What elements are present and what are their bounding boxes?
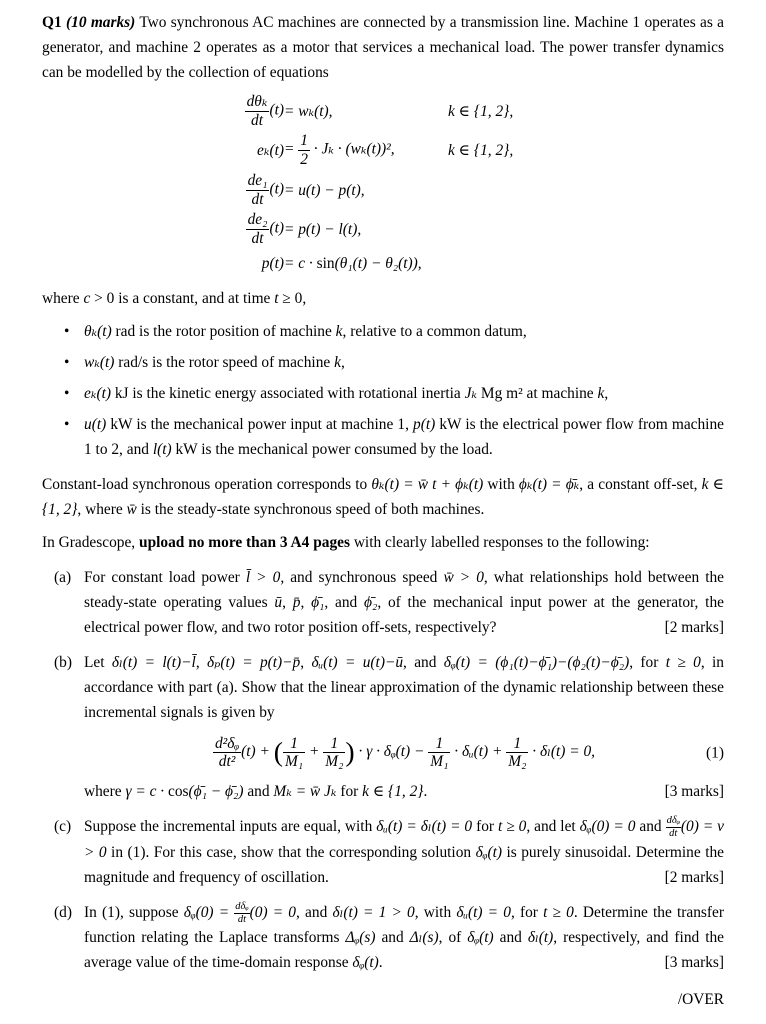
part-b-label: (b) [54,653,72,671]
fraction [666,815,681,839]
fraction-numerator: de₂ [247,211,268,229]
question-parts [42,565,724,975]
equation-row-power-flow [228,251,724,276]
text-segment: l(t) [152,440,172,458]
text-segment: = p(t) − l(t), [284,220,362,238]
text-segment: , respectively, and find the average value of the time-domain response [84,929,724,972]
equation-row-energy-2 [228,211,724,247]
text-segment: and [243,783,274,801]
bullet-icon: • [64,322,70,340]
text-segment: t [274,289,279,307]
part-b-outro-text [84,783,427,800]
text-segment: , with [414,903,457,921]
text-segment: where [42,289,84,307]
text-segment: and [375,929,410,947]
text-segment: ≥ 0, [278,289,307,307]
question-intro-paragraph [42,10,724,85]
text-segment: (θ₁(t) − θ₂(t)), [334,254,422,272]
text-segment: k ∈ {1, 2} [42,475,724,518]
text-segment: p(t) [413,415,436,433]
text-segment: (t) + [241,743,274,761]
part-b [42,650,724,804]
bullet-item-rotor-position [42,319,724,344]
text-segment: · γ · δᵩ(t) − [354,743,429,761]
text-segment: t ≥ 0 [497,818,527,836]
text-segment: in (1). For this case, show that the corresponding solution [106,843,476,861]
text-segment: · δᵤ(t) + [450,743,507,761]
fraction-denominator: 2 [300,151,308,169]
fraction-numerator: 1 [283,735,305,754]
text-segment: (0) = v > 0 [84,818,724,861]
big-delimiter: ( [273,735,283,767]
bullet-text [84,354,345,371]
fraction-denominator: M₂ [325,753,344,771]
text-segment: θₖ(t) [84,322,112,340]
text-segment: , for [629,653,666,671]
fraction-numerator: 1 [428,735,450,754]
part-a [42,565,724,640]
text-segment: (t) [269,219,284,237]
bullet-item-kinetic-energy [42,381,724,406]
text-segment: γ = c · [125,783,168,801]
part-d-label: (d) [54,903,72,921]
bullet-item-rotor-speed [42,350,724,375]
text-segment: , of [438,929,468,947]
text-segment: k [335,322,343,340]
text-segment: is the steady-state synchronous speed of both machines. [136,500,485,518]
text-segment: Δₗ(s) [409,929,439,947]
text-segment: u(t) [84,415,107,433]
equation-1-number: (1) [706,744,724,762]
text-segment: is purely sinusoidal. Determine the magnitude and frequency of oscillation. [84,843,724,886]
bullet-item-power-definitions [42,412,724,462]
text-segment: rad is the rotor position of machine [111,322,336,340]
fraction [246,211,270,247]
fraction [246,172,270,208]
equation-rhs [284,178,448,203]
equation-rhs [284,251,448,276]
fraction-denominator: M₁ [284,753,304,771]
equation-row-kinetic-energy [228,132,724,168]
fraction-numerator: dδᵩ [235,900,249,912]
text-segment: and [493,929,528,947]
fraction-numerator: dδᵩ [666,815,680,827]
text-segment: where [84,783,126,801]
text-segment: In Gradescope, [42,533,140,551]
equation-rhs [284,132,448,168]
text-segment: rad/s is the rotor speed of machine [114,353,335,371]
text-segment: Constant-load synchronous operation corresponds to [42,475,372,493]
equation-lhs [228,93,284,129]
fraction-numerator: d²δᵩ [214,734,240,752]
equation-lhs [228,251,284,276]
text-segment: δᵩ(0) = [183,903,235,921]
text-segment: , and let [526,818,580,836]
part-b-marks: [3 marks] [664,783,724,801]
text-segment: , for [510,903,544,921]
text-segment: = u(t) − p(t), [284,181,365,199]
text-segment: sin [316,254,335,272]
text-segment: cos [167,783,189,801]
part-a-text [84,569,724,636]
text-segment: , and synchronous speed [280,568,444,586]
text-segment: = [284,141,299,159]
where-clause-paragraph [42,286,724,311]
equation-system [228,93,724,276]
text-segment: Jₖ [464,384,478,402]
text-segment: and [635,818,666,836]
fraction [213,735,241,771]
part-c [42,814,724,890]
text-segment: kW is the mechanical power input at machine 1, [106,415,413,433]
text-segment: δᵤ(t) = 0 [456,903,511,921]
equation-row-rotor-position [228,93,724,129]
text-segment: ϕₖ(t) = ϕ̄ₖ [518,475,580,493]
equation-1-content [213,734,596,771]
bullet-icon: • [64,384,70,402]
part-a-marks: [2 marks] [664,618,724,636]
text-segment: t ≥ 0 [543,903,574,921]
text-segment: , relative to a common datum, [342,322,527,340]
text-segment: for [336,783,363,801]
fraction [298,132,310,168]
text-segment: t ≥ 0 [665,653,701,671]
fraction-denominator: dt [251,229,264,247]
text-segment: , and [324,593,365,611]
footer-over-label: /OVER [677,991,724,1008]
fraction [428,735,450,771]
fraction [245,93,270,129]
fraction-numerator: 1 [506,735,528,754]
part-d [42,900,724,976]
part-c-label: (c) [54,818,72,836]
big-delimiter: ) [345,735,355,767]
text-segment: δᵤ(t) = u(t)−ū [311,653,404,671]
equation-lhs [228,172,284,208]
fraction-numerator: 1 [300,132,308,150]
text-segment: with [483,475,519,493]
text-segment: δₗ(t) [527,929,554,947]
text-segment: , and [403,653,444,671]
text-segment: = wₖ(t), [284,102,333,120]
part-b-outro-row [84,779,724,804]
text-segment: kW is the mechanical power consumed by the load. [171,440,493,458]
equation-lhs [228,211,284,247]
fraction-numerator: 1 [323,735,345,754]
equation-1 [84,735,724,771]
equation-rhs [284,99,448,124]
text-segment: , [300,653,312,671]
text-segment: , and [296,903,333,921]
text-segment: · δₗ(t) = 0, [528,743,596,761]
text-segment: Q1 [42,14,66,31]
part-a-label: (a) [54,568,72,586]
bullet-icon: • [64,415,70,433]
text-segment: , [300,593,312,611]
part-d-text [84,900,725,972]
text-segment: Mₖ = w̄ Jₖ [273,783,337,801]
text-segment: δₚ(t) = p(t)−p̄ [207,653,301,671]
fraction-denominator: M₂ [508,753,527,771]
part-c-marks: [2 marks] [664,868,724,886]
bullet-text [84,385,608,402]
definitions-list [42,319,724,462]
text-segment: (t) [269,180,284,198]
fraction [283,735,305,771]
text-segment: (t) [269,101,284,119]
text-segment: c [83,289,91,307]
text-segment: k ∈ {1, 2}, [448,102,514,120]
text-segment: δᵩ(t) [467,929,494,947]
text-segment: p̄ [292,593,301,611]
text-segment: w̄ > 0 [443,568,484,586]
text-segment: . [378,954,383,972]
text-segment: , a constant off-set, [579,475,702,493]
fraction-denominator: dt [237,913,247,925]
part-c-text [84,815,724,886]
text-segment: > 0 is a constant, and at time [90,289,275,307]
fraction [323,735,345,771]
text-segment: w̄ [126,500,137,518]
text-segment: , [340,353,345,371]
text-segment: ϕ̄₁ [311,593,325,611]
text-segment: for [472,818,498,836]
text-segment: δₗ(t) = l(t)−l̄ [111,653,196,671]
equation-condition [448,138,724,163]
text-segment: In (1), suppose [84,903,184,921]
fraction-denominator: M₁ [430,753,449,771]
text-segment: . [423,783,428,801]
text-segment: eₖ(t) [84,384,111,402]
text-segment: = c · [284,254,317,272]
equation-lhs [228,138,284,163]
text-segment: Suppose the incremental inputs are equal, with [84,818,377,836]
text-segment: δₗ(t) = 1 > 0 [332,903,415,921]
constant-load-paragraph [42,472,724,522]
text-segment: (0) = 0 [249,903,297,921]
text-segment: , what relationships hold between the steady-state operating values [84,568,724,611]
bullet-icon: • [64,353,70,371]
text-segment: k ∈ {1, 2} [362,783,424,801]
fraction-denominator: dt [251,190,264,208]
text-segment: kW is the electrical power flow from machine 1 to 2, and [84,415,724,458]
text-segment: wₖ(t) [84,353,115,371]
text-segment: Let [84,653,112,671]
text-segment: δᵤ(t) = δₗ(t) = 0 [376,818,473,836]
text-segment: · Jₖ · (wₖ(t))², [309,141,395,159]
bullet-text [84,416,724,458]
equation-rhs [284,217,448,242]
text-segment: , of the mechanical input power at the generator, the electrical power flow, and two rotor position off-sets, respectively? [84,593,724,636]
gradescope-instruction-paragraph [42,530,724,555]
text-segment: with clearly labelled responses to the following: [349,533,650,551]
text-segment: , where [77,500,127,518]
text-segment: + [305,743,324,761]
text-segment: k ∈ {1, 2}, [448,142,514,160]
equation-condition [448,99,724,124]
text-segment: , in accordance with part (a). Show that the linear approximation of the dynamic relationship between these incremental signals is given by [84,653,724,721]
text-segment: p(t) [261,254,284,272]
text-segment: l̄ > 0 [245,568,281,586]
fraction-denominator: dt [251,111,264,129]
fraction-denominator: dt² [218,753,236,771]
text-segment: θₖ(t) = w̄ t + ϕₖ(t) [371,475,484,493]
text-segment: Δᵩ(s) [345,929,376,947]
bullet-text [84,323,527,340]
equation-row-energy-1 [228,172,724,208]
part-d-marks: [3 marks] [664,954,724,972]
fraction [234,901,249,925]
text-segment: δᵩ(t) [475,843,502,861]
text-segment: upload no more than 3 A4 pages [139,533,350,551]
text-segment: , [282,593,293,611]
text-segment: . Determine the transfer function relating the Laplace transforms [84,903,725,947]
text-segment: δᵩ(t) = (ϕ₁(t)−ϕ̄₁)−(ϕ₂(t)−ϕ̄₂) [443,653,630,671]
fraction-numerator: de₁ [247,171,268,189]
text-segment: Mg m² at machine [477,384,598,402]
fraction-numerator: dθₖ [246,93,268,110]
text-segment: , [604,384,609,402]
text-segment: For constant load power [84,568,246,586]
text-segment: δᵩ(t) [352,954,379,972]
part-b-intro-text [84,654,724,721]
text-segment: (10 marks) [66,14,136,31]
text-segment: , [195,653,208,671]
fraction-denominator: dt [669,828,678,839]
text-segment: k [334,353,341,371]
text-segment: eₖ(t) [257,142,284,160]
text-segment: ϕ̄₂ [364,593,378,611]
text-segment: (ϕ̄₁ − ϕ̄₂) [188,783,244,801]
text-segment: δᵩ(0) = 0 [579,818,636,836]
text-segment: kJ is the kinetic energy associated with rotational inertia [110,384,465,402]
fraction [506,735,528,771]
text-segment: k [597,384,605,402]
text-segment: Two synchronous AC machines are connected by a transmission line. Machine 1 operates as a generator, and machine 2 operates as a motor that services a mechanical load. The power transfer dynamics can be modelled by the collection of equations [42,14,725,81]
text-segment: ū [274,593,283,611]
